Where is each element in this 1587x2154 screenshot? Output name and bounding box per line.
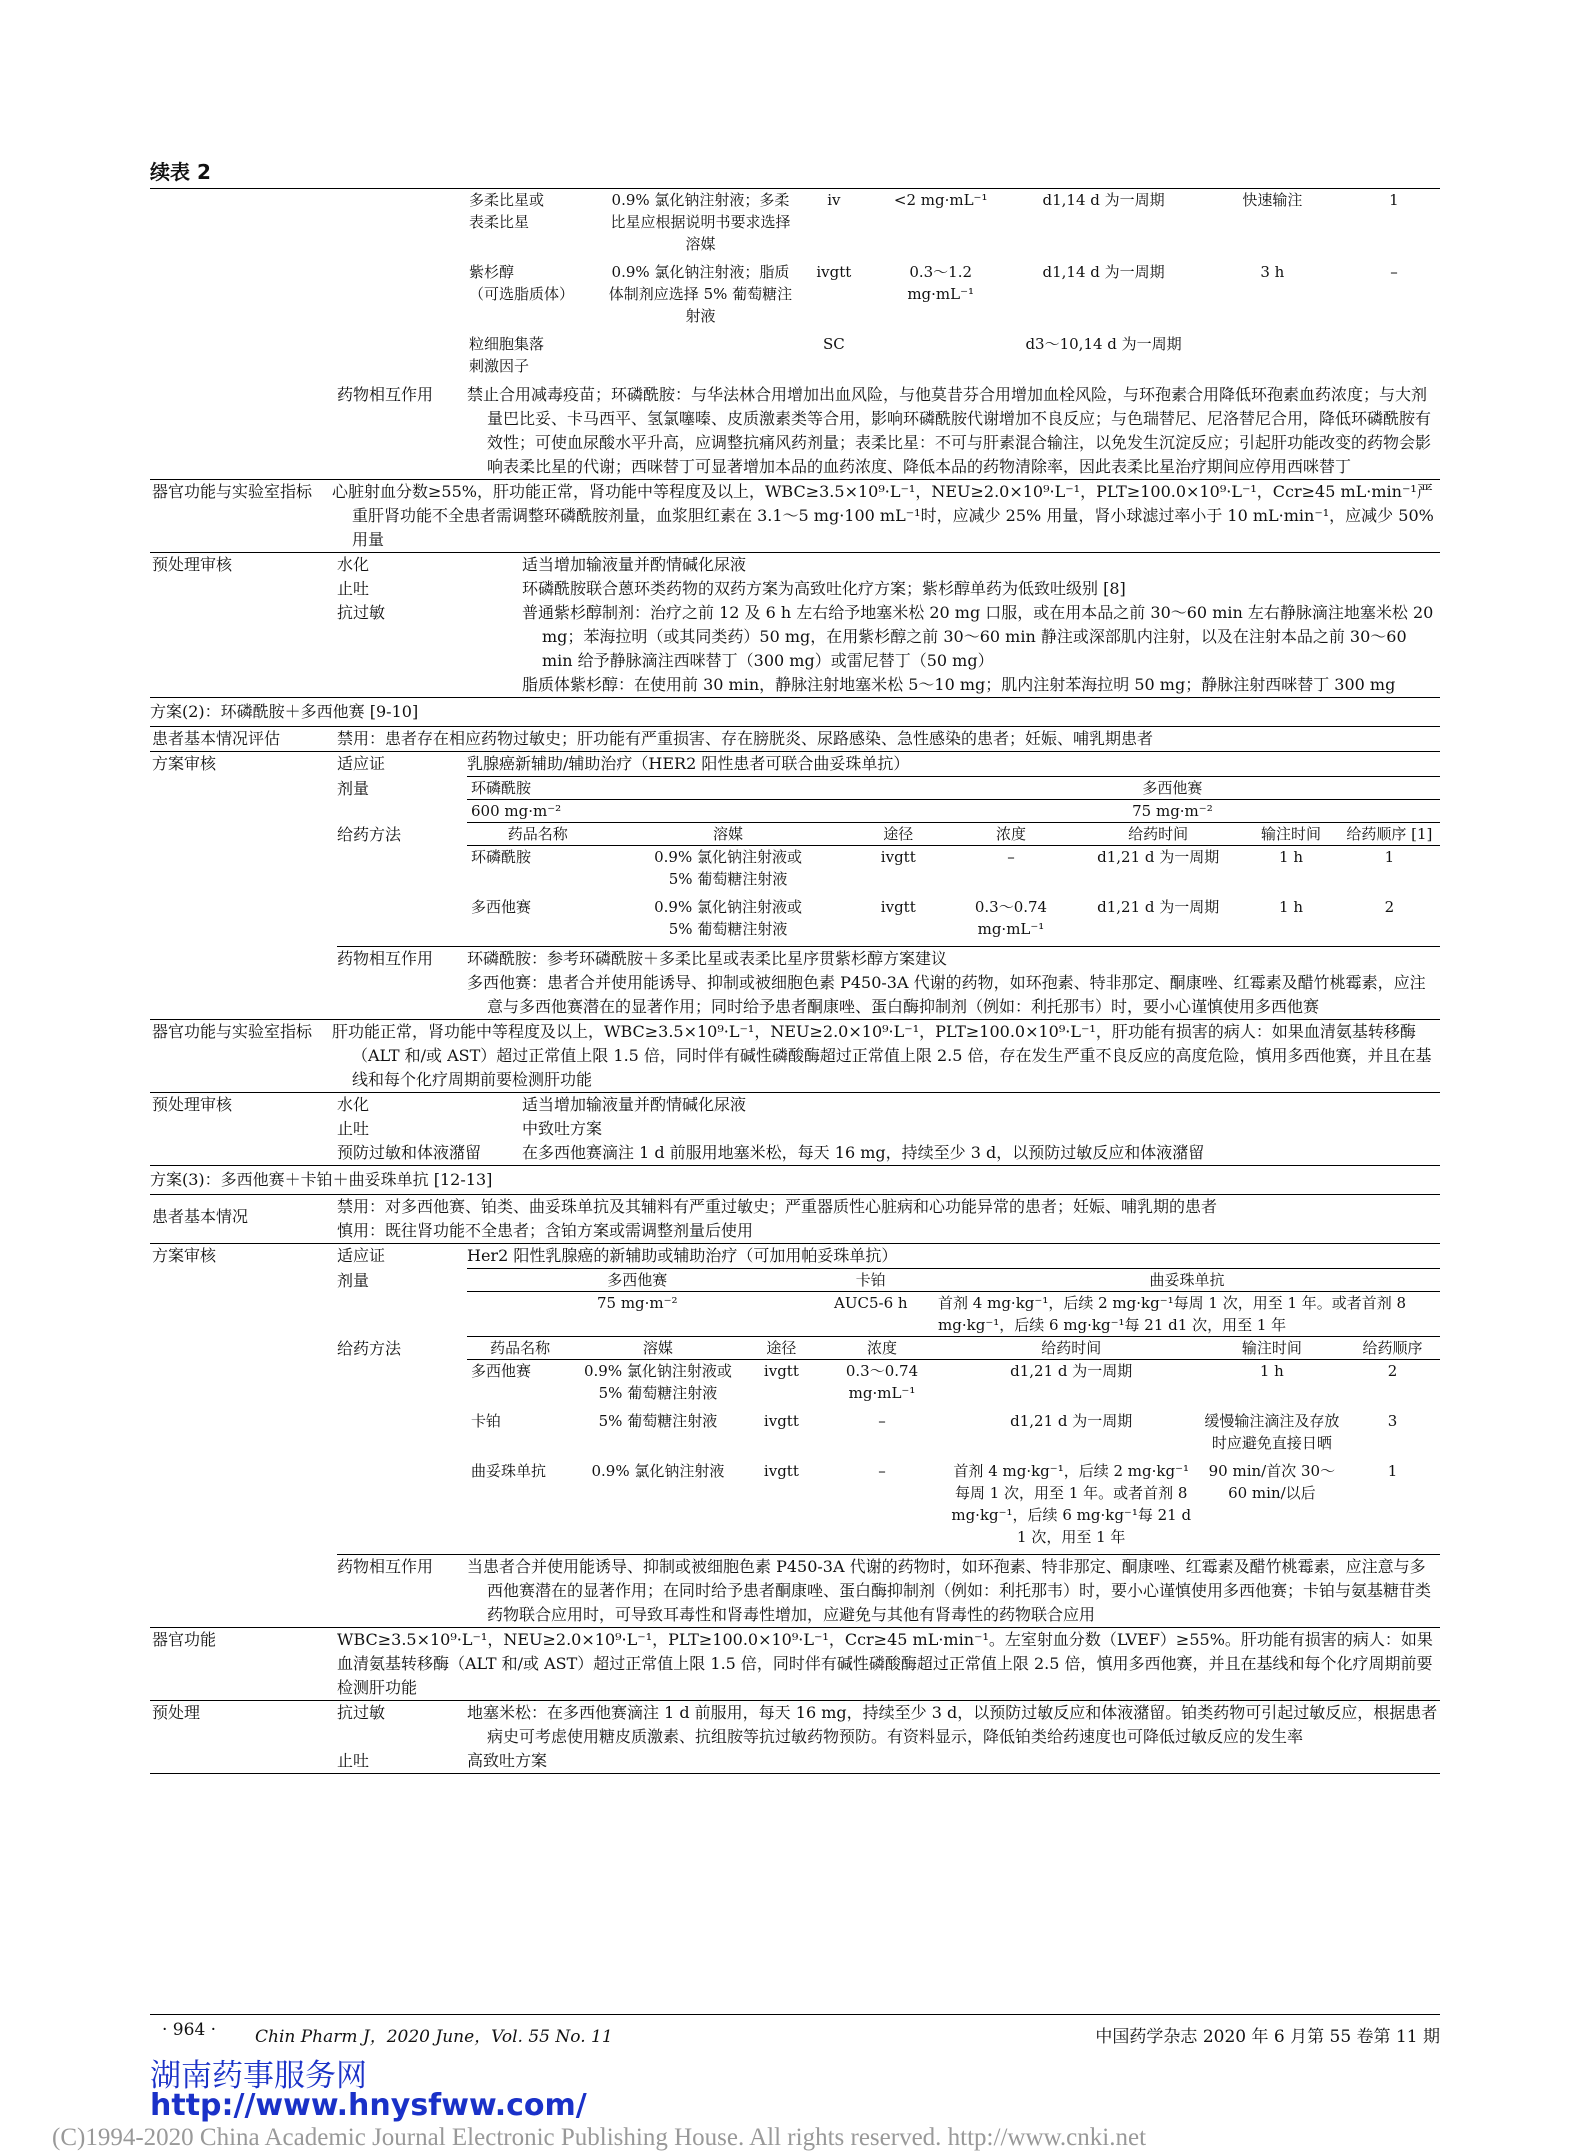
table-row [467,1460,1440,1554]
dose-value: AUC5-6 h [808,1292,934,1337]
table-cell: 药品名称 [467,1337,573,1360]
table-cell: 0.9% 氯化钠注射液；脂质体制剂应选择 5% 葡萄糖注射液 [608,263,793,325]
table-cell: 90 min/首次 30～60 min/以后 [1208,1462,1336,1502]
interaction-text: 当患者合并使用能诱导、抑制或被细胞色素 P450-3A 代谢的药物时，如环孢素、特非那定、酮康唑、红霉素及醋竹桃霉素，应注意与多西他赛潜在的显著作用；在同时给予患者酮康唑、蛋白酶抑制剂（例如：利托那韦）时，要小心谨慎使用多西他赛；卡铂与氨基糖苷类药物联合应用时，可导致耳毒性和肾毒性增加，应避免与其他有肾毒性的药物联合应用 [467,1557,1432,1624]
table-cell: 3 h [1260,263,1285,281]
indication-text: Her2 阳性乳腺癌的新辅助或辅助治疗（可加用帕妥珠单抗） [467,1244,1440,1269]
table-cell: 环磷酰胺 [471,848,532,866]
plan3-title: 方案(3)：多西他赛＋卡铂＋曲妥珠单抗 [12-13] [150,1170,493,1189]
table-cell: 0.3～0.74 mg·mL⁻¹ [845,1362,919,1402]
interaction-label: 药物相互作用 [337,1557,434,1576]
pre-item-text: 中致吐方案 [522,1119,603,1138]
table-cell: 浓度 [949,823,1073,846]
review-label: 方案审核 [152,1246,217,1265]
table-row [465,189,1440,261]
page-number: · 964 · [162,2020,217,2040]
table-cell: 0.3～0.74 mg·mL⁻¹ [974,898,1048,938]
dose-drug: 多西他赛 [467,1269,808,1292]
dose-label: 剂量 [337,779,370,798]
table-cell: 缓慢输注滴注及存放时应避免直接日晒 [1204,1412,1340,1452]
plan1-pre-row [150,553,1440,697]
table-cell: ivgtt [763,1462,799,1480]
watermark-name: 湖南药事服务网 [150,2058,367,2094]
pre-item-text: 适当增加输液量并酌情碱化尿液 [522,555,747,574]
rule [150,1773,1440,1774]
table-cell: ivgtt [880,898,916,916]
indication-row [337,1244,1440,1269]
dose-value: 600 mg·m⁻² [467,800,905,823]
table-cell: 药品名称 [467,823,608,846]
table-cell: 多西他赛 [471,898,532,916]
pre-item [337,601,1440,673]
organ-label: 器官功能与实验室指标 [152,482,313,501]
table-row [465,261,1440,333]
organ-text: 心脏射血分数≥55%，肝功能正常，肾功能中等程度及以上，WBC≥3.5×10⁹·L⁻¹，NEU≥2.0×10⁹·L⁻¹，PLT≥100.0×10⁹·L⁻¹，Ccr≥45 mL·min⁻¹严重肝肾功能不全患者需调整环磷酰胺剂量，血浆胆红素在 3.1～5 mg·100 mL⁻¹时，应减少 25% 用量，肾小球滤过率小于 10 mL·min⁻¹，应减少 50% 用量 [332,482,1434,549]
table-cell: 浓度 [820,1337,943,1360]
dose-drug: 曲妥珠单抗 [934,1269,1440,1292]
basic-text: 禁用：对多西他赛、铂类、曲妥珠单抗及其辅料有严重过敏史；严重器质性心脏病和心功能异常的患者；妊娠、哺乳期的患者 [337,1197,1218,1216]
table-row [467,896,1440,946]
table-cell: 1 [1384,848,1395,866]
table-cell: 途径 [743,1337,821,1360]
indication-label: 适应证 [337,1246,386,1265]
table-cell: 0.9% 氯化钠注射液或 5% 葡萄糖注射液 [654,898,802,938]
pre-item-text: 普通紫杉醇制剂：治疗之前 12 及 6 h 左右给予地塞米松 20 mg 口服，或在用本品之前 30～60 min 左右静脉滴注地塞米松 20 mg；苯海拉明（或其同类药）50 mg，在用紫杉醇之前 30～60 min 静注或深部肌内注射，以及在注射本品之前 30～60 min 给予静脉滴注西咪替丁（300 mg）或雷尼替丁（50 mg） [522,603,1434,670]
table-cell: 溶媒 [573,1337,742,1360]
table-row [467,1360,1440,1411]
table-row [465,333,1440,383]
plan2-title: 方案(2)：环磷酰胺＋多西他赛 [9-10] [150,702,419,721]
table-cell: 3 [1387,1412,1398,1430]
admin-row [337,823,1440,946]
review-body [337,752,1440,1019]
table-cell: 首剂 4 mg·kg⁻¹，后续 2 mg·kg⁻¹每周 1 次，用至 1 年。或者首剂 8 mg·kg⁻¹，后续 6 mg·kg⁻¹每 21 d 1 次，用至 1 年 [951,1462,1192,1546]
table-cell: 多柔比星或 表柔比星 [469,191,545,231]
interaction-text: 环磷酰胺：参考环磷酰胺＋多柔比星或表柔比星序贯紫杉醇方案建议 [467,949,948,968]
admin-label: 给药方法 [337,1339,402,1358]
pre-item-label [337,673,522,697]
dose-table [467,1269,1440,1337]
basic-label: 患者基本情况评估 [152,729,281,748]
table-cell: 输注时间 [1243,823,1338,846]
table-cell: – [878,1412,886,1430]
copyright-line: (C)1994-2020 China Academic Journal Electronic Publishing House. All rights reserved. http://www.cnki.net [52,2124,1147,2151]
watermark-url[interactable]: http://www.hnysfww.com/ [150,2088,587,2123]
table-cell [1348,333,1440,383]
table-cell: 5% 葡萄糖注射液 [598,1412,718,1430]
table-cell: 给药时间 [944,1337,1199,1360]
pre-item-label: 水化 [337,555,370,574]
table-cell: 1 [1389,191,1399,209]
plan2-organ-row [150,1020,1440,1092]
admin-table [467,1337,1440,1554]
pre-item-label: 止吐 [337,579,370,598]
indication-text: 乳腺癌新辅助/辅助治疗（HER2 阳性患者可联合曲妥珠单抗） [467,752,1440,777]
table-cell: d1,14 d 为一周期 [1042,191,1165,209]
table-cell: 1 h [1279,848,1303,866]
review-body [337,1244,1440,1627]
pre-item [337,673,1440,697]
table-cell: d1,21 d 为一周期 [1010,1412,1133,1430]
table-cell: 0.3～1.2 mg·mL⁻¹ [907,263,975,303]
pre-item-label: 预防过敏和体液潴留 [337,1143,482,1162]
plan2-review [150,752,1440,1019]
pre-item-label: 抗过敏 [337,1703,386,1722]
dose-value: 首剂 4 mg·kg⁻¹，后续 2 mg·kg⁻¹每周 1 次，用至 1 年。或者首剂 8 mg·kg⁻¹，后续 6 mg·kg⁻¹每 21 d1 次，用至 1 年 [934,1292,1440,1337]
plan1-drug-table [150,189,1440,383]
table-cell: 2 [1387,1362,1398,1380]
pre-item-text: 地塞米松：在多西他赛滴注 1 d 前服用，每天 16 mg，持续至少 3 d，以预防过敏反应和体液潴留。铂类药物可引起过敏反应，根据患者病史可考虑使用糖皮质激素、抗组胺等抗过敏药物预防。有资料显示，降低铂类给药速度也可降低过敏反应的发生率 [467,1703,1438,1746]
dose-drug: 卡铂 [808,1269,934,1292]
table-cell: 给药时间 [1073,823,1243,846]
table-cell: SC [822,335,845,353]
table-cell: 输注时间 [1199,1337,1345,1360]
table-cell: 0.9% 氯化钠注射液或 5% 葡萄糖注射液 [583,1362,732,1402]
table-header-row [467,823,1440,846]
dose-table-wrap [467,777,1440,823]
table-cell: 紫杉醇 （可选脂质体） [469,263,575,303]
interaction-text: 禁止合用减毒疫苗；环磷酰胺：与华法林合用增加出血风险，与他莫昔芬合用增加血栓风险，与环孢素合用降低环孢素血药浓度；与大剂量巴比妥、卡马西平、氢氯噻嗪、皮质激素类等合用，影响环磷酰胺代谢增加不良反应；与色瑞替尼、尼洛替尼合用，降低环磷酰胺有效性；可使血尿酸水平升高，应调整抗痛风药剂量；表柔比星：不可与肝素混合输注，以免发生沉淀反应；引起肝功能改变的药物会影响表柔比星的代谢；西咪替丁可显著增加本品的血药浓度、降低本品的药物清除率，因此表柔比星治疗期间应停用西咪替丁 [467,385,1432,476]
table-cell: 0.9% 氯化钠注射液或 5% 葡萄糖注射液 [654,848,802,888]
pre-item [337,1141,1440,1165]
table-cell: 快速输注 [1242,191,1303,209]
table-cell: ivgtt [880,848,916,866]
dose-drug: 多西他赛 [905,777,1440,800]
basic-text: 慎用：既往肾功能不全患者；含铂方案或需调整剂量后使用 [337,1221,754,1240]
plan2-pre-row [150,1093,1440,1165]
pre-item [337,1701,1440,1749]
table-cell: – [1007,848,1015,866]
table-cell: 1 h [1279,898,1303,916]
table-cell [871,333,1010,383]
pre-label: 预处理审核 [152,555,233,574]
organ-text: WBC≥3.5×10⁹·L⁻¹，NEU≥2.0×10⁹·L⁻¹，PLT≥100.0×10⁹·L⁻¹，Ccr≥45 mL·min⁻¹。左室射血分数（LVEF）≥55%。肝功能有损害的病人：如果血清氨基转移酶（ALT 和/或 AST）超过正常值上限 1.5 倍，同时伴有碱性磷酸酶超过正常值上限 2.5 倍，慎用多西他赛，并且在基线和每个化疗周期前要检测肝功能 [337,1630,1433,1697]
table-cell: 0.9% 氯化钠注射液 [591,1462,725,1480]
table-cell: d1,21 d 为一周期 [1097,848,1220,866]
dose-row [337,1269,1440,1337]
pre-item-label: 止吐 [337,1751,370,1770]
rule [150,2014,1440,2015]
organ-label: 器官功能与实验室指标 [152,1022,313,1041]
table-cell: 给药顺序 [1] [1339,823,1440,846]
dose-value: 75 mg·m⁻² [467,1292,808,1337]
basic-label: 患者基本情况 [152,1207,249,1226]
table-cell: – [1390,263,1398,281]
journal-english: Chin Pharm J，2020 June，Vol. 55 No. 11 [255,2027,613,2047]
dose-drug: 环磷酰胺 [467,777,905,800]
indication-label: 适应证 [337,754,386,773]
interaction-label: 药物相互作用 [337,949,434,968]
plan1-drugs [465,189,1440,383]
admin-table [467,823,1440,946]
dose-label: 剂量 [337,1271,370,1290]
plan1-organ-row [150,480,1440,552]
pre-item-text: 在多西他赛滴注 1 d 前服用地塞米松，每天 16 mg，持续至少 3 d，以预防过敏反应和体液潴留 [522,1143,1205,1162]
table-cell: <2 mg·mL⁻¹ [893,191,988,209]
pre-list [337,1701,1440,1773]
table-cell: 2 [1384,898,1395,916]
organ-text: 肝功能正常，肾功能中等程度及以上，WBC≥3.5×10⁹·L⁻¹，NEU≥2.0×10⁹·L⁻¹，PLT≥100.0×10⁹·L⁻¹，肝功能有损害的病人：如果血清氨基转移酶（ALT 和/或 AST）超过正常值上限 1.5 倍，同时伴有碱性磷酸酶超过正常值上限 2.5 倍，存在发生严重不良反应的高度危险，慎用多西他赛，并且在基线和每个化疗周期前要检测肝功能 [332,1022,1432,1089]
plan3-basic-row [150,1195,1440,1243]
table-cell: 曲妥珠单抗 [471,1462,547,1480]
table-cell: 给药顺序 [1345,1337,1440,1360]
interaction-label: 药物相互作用 [337,385,434,404]
plan2-basic-row [150,727,1440,751]
pre-item-text: 适当增加输液量并酌情碱化尿液 [522,1095,747,1114]
plan1-interaction-row [150,383,1440,479]
table-cell: ivgtt [763,1362,799,1380]
pre-item [337,1117,1440,1141]
pre-list [337,1093,1440,1165]
pre-item-text: 脂质体紫杉醇：在使用前 30 min，静脉注射地塞米松 5～10 mg；肌内注射苯海拉明 50 mg；静脉注射西咪替丁 300 mg [522,675,1396,694]
table-cell: 1 h [1259,1362,1284,1380]
table-cell [604,333,796,383]
pre-label: 预处理 [152,1703,201,1722]
table-cell: d1,14 d 为一周期 [1042,263,1165,281]
admin-label: 给药方法 [337,825,402,844]
pre-item-label: 止吐 [337,1119,370,1138]
table-cell: 卡铂 [471,1412,502,1430]
interaction-row [337,1555,1440,1627]
table-cell: d1,21 d 为一周期 [1010,1362,1133,1380]
pre-item-label: 水化 [337,1095,370,1114]
pre-label: 预处理审核 [152,1095,233,1114]
pre-item-text: 环磷酰胺联合蒽环类药物的双药方案为高致吐化疗方案；紫杉醇单药为低致吐级别 [8] [522,579,1126,598]
table-cell: 溶媒 [608,823,847,846]
dose-table [467,777,1440,823]
pre-item-text: 高致吐方案 [467,1751,548,1770]
pre-item [337,1093,1440,1117]
table-cell: d1,21 d 为一周期 [1097,898,1220,916]
plan3-organ-row [150,1628,1440,1700]
pre-list [337,553,1440,697]
plan3-pre-row [150,1701,1440,1773]
organ-label: 器官功能 [152,1630,217,1649]
interaction-text: 多西他赛：患者合并使用能诱导、抑制或被细胞色素 P450-3A 代谢的药物，如环孢素、特非那定、酮康唑、红霉素及醋竹桃霉素，应注意与多西他赛潜在的显著作用；同时给予患者酮康唑、蛋白酶抑制剂（例如：利托那韦）时，要小心谨慎使用多西他赛 [467,973,1426,1016]
dose-row [337,777,1440,823]
pre-item [337,553,1440,577]
basic-text: 禁用：患者存在相应药物过敏史；肝功能有严重损害、存在膀胱炎、尿路感染、急性感染的患者；妊娠、哺乳期患者 [337,729,1154,748]
pre-item [337,1749,1440,1773]
indication-row [337,752,1440,777]
review-label: 方案审核 [152,754,217,773]
table-row [467,846,1440,897]
table-cell: 0.9% 氯化钠注射液；多柔比星应根据说明书要求选择溶媒 [610,191,791,253]
table-header-row [467,1337,1440,1360]
table-cell: 粒细胞集落 刺激因子 [469,335,545,375]
table-cell [1197,333,1348,383]
table-cell: 1 [1387,1462,1398,1480]
pre-item [337,577,1440,601]
table-row [467,1410,1440,1460]
plan3-review [150,1244,1440,1627]
dose-value: 75 mg·m⁻² [905,800,1440,823]
table-cell: ivgtt [816,263,852,281]
admin-row [337,1337,1440,1554]
interaction-row [337,947,1440,1019]
table-cell: ivgtt [763,1412,799,1430]
pre-item-label: 抗过敏 [337,603,386,622]
table-cell: d3～10,14 d 为一周期 [1025,335,1182,353]
table-cell: 多西他赛 [471,1362,532,1380]
table-title: 续表 2 [150,160,211,184]
journal-chinese: 中国药学杂志 2020 年 6 月第 55 卷第 11 期 [1095,2027,1440,2047]
table-page [150,160,1440,1774]
table-cell: iv [827,191,841,209]
table-cell: – [878,1462,886,1480]
table-cell: 途径 [848,823,949,846]
